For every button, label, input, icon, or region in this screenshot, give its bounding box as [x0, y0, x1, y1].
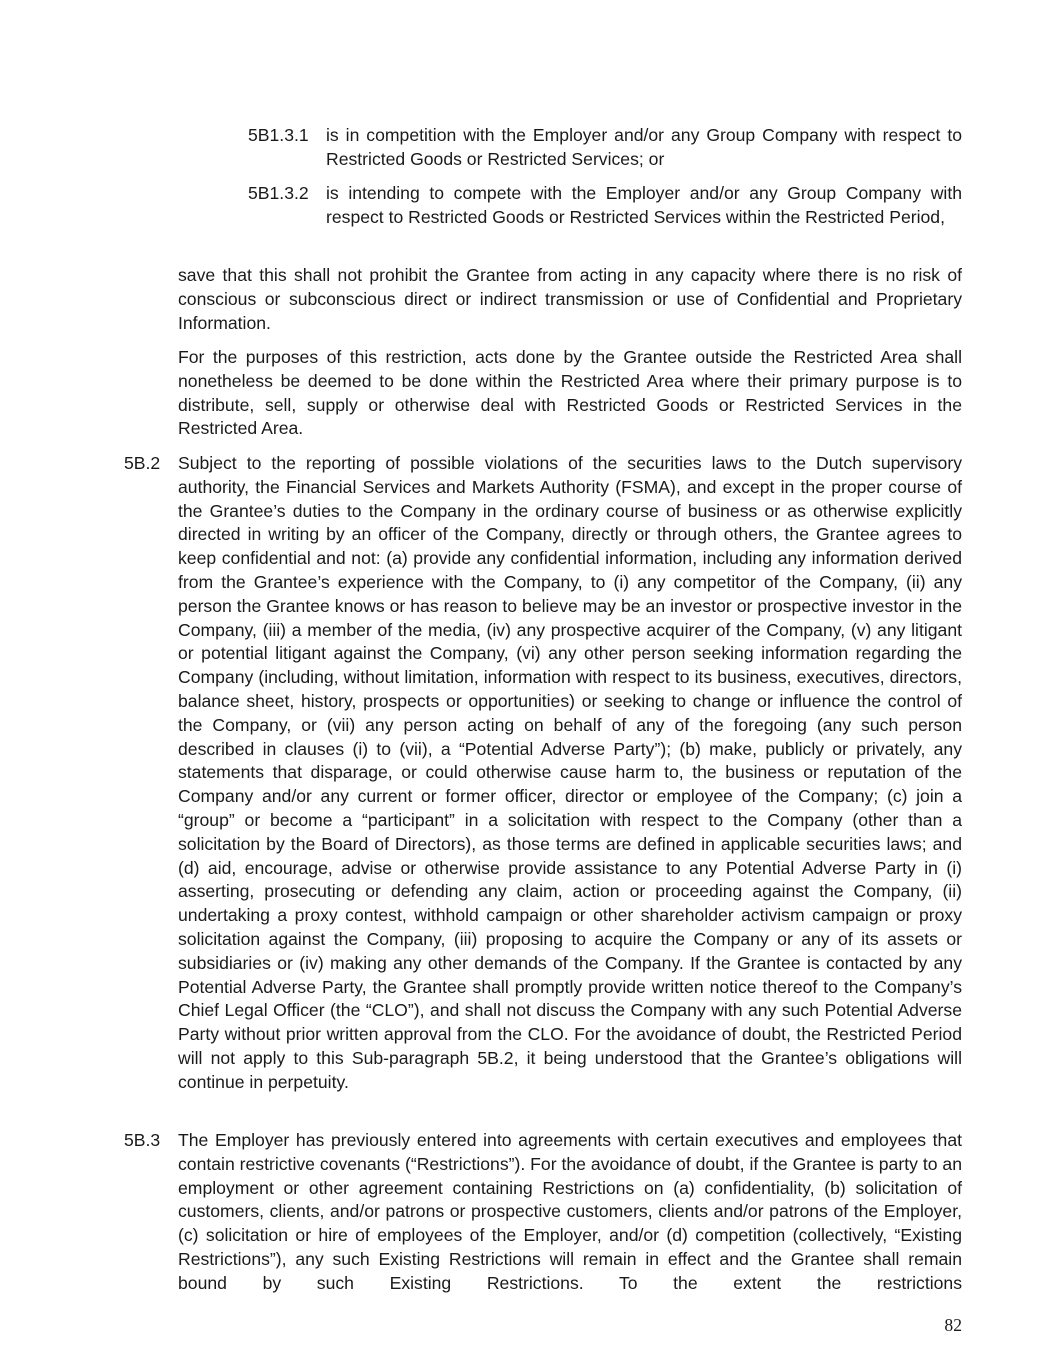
clause-number: 5B.2	[124, 453, 161, 473]
subclause-text: is intending to compete with the Employer and/or any Group Company with respect to Restricted Goods or Restricted Services within the Restricted Period,	[326, 183, 962, 227]
clause-number: 5B.3	[124, 1130, 161, 1150]
paragraph-save-that: save that this shall not prohibit the Grantee from acting in any capacity where there is no risk of conscious or subconscious direct or indirect transmission or use of Confidential and Proprietary Information.	[178, 265, 962, 333]
clause-5b-2	[124, 452, 962, 1095]
subclause-5b1-3-2	[248, 182, 962, 230]
subclause-number: 5B1.3.2	[248, 183, 309, 203]
subclause-text: is in competition with the Employer and/or any Group Company with respect to Restricted Goods or Restricted Services; or	[326, 125, 962, 169]
page-number: 82	[944, 1315, 962, 1335]
paragraph-purposes-of-restriction: For the purposes of this restriction, acts done by the Grantee outside the Restricted Area shall nonetheless be deemed to be done within the Restricted Area where their primary purpose is to distribute, sell, supply or otherwise deal with Restricted Goods or Restricted Services in the Restricted Area.	[178, 347, 962, 439]
subclause-5b1-3-1	[248, 124, 962, 172]
clause-text: Subject to the reporting of possible violations of the securities laws to the Dutch supervisory authority, the Financial Services and Markets Authority (FSMA), and except in the proper course of the Grantee’s duties to the Company in the ordinary course of business or as otherwise explicitly directed in writing by an officer of the Company, directly or through others, the Grantee agrees to keep confidential and not: (a) provide any confidential information, including any information derived from the Grantee’s experience with the Company, to (i) any competitor of the Company, (ii) any person the Grantee knows or has reason to believe may be an investor or prospective investor in the Company, (iii) a member of the media, (iv) any prospective acquirer of the Company, (v) any litigant or potential litigant against the Company, (vi) any other person seeking information regarding the Company (including, without limitation, information with respect to its business, executives, directors, balance sheet, history, prospects or opportunities) or seeking to change or influence the control of the Company, or (vii) any person acting on behalf of any of the foregoing (any such person described in clauses (i) to (vii), a “Potential Adverse Party”); (b) make, publicly or privately, any statements that disparage, or could otherwise cause harm to, the business or reputation of the Company and/or any current or former officer, director or employee of the Company; (c) join a “group” or become a “participant” in a solicitation with respect to the Company (other than a solicitation by the Board of Directors), as those terms are defined in applicable securities laws; and (d) aid, encourage, advise or otherwise provide assistance to any Potential Adverse Party in (i) asserting, prosecuting or defending any claim, action or proceeding against the Company, (ii) undertaking a proxy contest, withhold campaign or other shareholder activism campaign or proxy solicitation against the Company, (iii) proposing to acquire the Company or any of its assets or subsidiaries or (iv) making any other demands of the Company. If the Grantee is contacted by any Potential Adverse Party, the Grantee shall promptly provide written notice thereof to the Company’s Chief Legal Officer (the “CLO”), and shall not discuss the Company with any such Potential Adverse Party without prior written approval from the CLO. For the avoidance of doubt, the Restricted Period will not apply to this Sub-paragraph 5B.2, it being understood that the Grantee’s obligations will continue in perpetuity.	[178, 453, 962, 1092]
clause-5b-3	[124, 1129, 962, 1296]
subclause-number: 5B1.3.1	[248, 125, 309, 145]
clause-text: The Employer has previously entered into agreements with certain executives and employees that contain restrictive covenants (“Restrictions”). For the avoidance of doubt, if the Grantee is party to an employment or other agreement containing Restrictions on (a) confidentiality, (b) solicitation of customers, clients, and/or patrons or prospective customers, clients and/or patrons of the Employer, (c) solicitation or hire of employees of the Employer, and/or (d) competition (collectively, “Existing Restrictions”), any such Existing Restrictions will remain in effect and the Grantee shall remain bound by such Existing Restrictions. To the extent the restrictions	[178, 1130, 962, 1293]
